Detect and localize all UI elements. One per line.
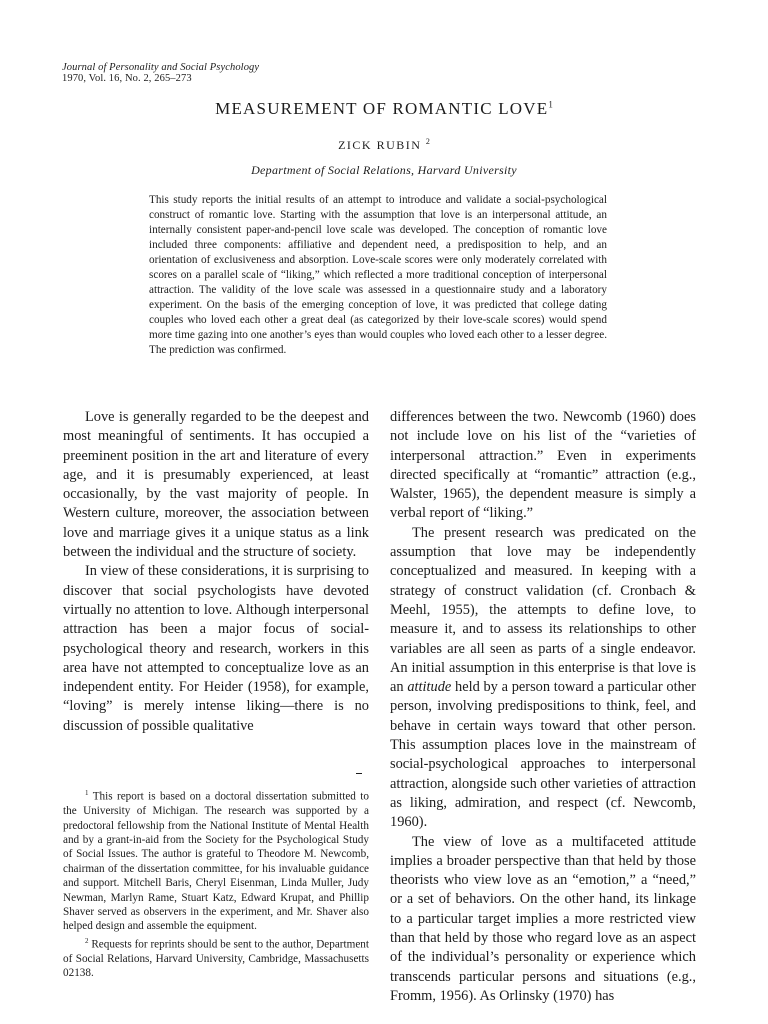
author-line [0, 137, 768, 153]
footnotes [63, 786, 369, 981]
body-text: held by a person toward a particular other person, involving predispositions to think, feel, and behave in certain ways toward that other person. This assumption places love in the mainstream of social-psychological approaches to interpersonal attraction, alongside such other varieties of attraction as liking, admiration, and respect (cf. Newcomb, 1960). [390, 679, 696, 831]
body-text: The present research was predicated on the assumption that love may be independently conceptualized and measured. In keeping with a strategy of construct validation (cf. Cronbach & Meehl, 1955), the attempts to define love, to measure it, and to assess its relationships to other variables are all seen as parts of a single endeavor. An initial assumption in this enterprise is that love is an [390, 524, 696, 696]
footnote-divider [356, 773, 362, 774]
body-paragraph: In view of these considerations, it is surprising to discover that social psychologists have devoted virtually no attention to love. Although interpersonal attraction has been a major focus of social-psychological theory and research, workers in this area have not attempted to conceptualize love as an independent entity. For Heider (1958), for example, “loving” is merely intense liking—there is no discussion of possible qualitative [63, 563, 369, 734]
journal-citation: 1970, Vol. 16, No. 2, 265–273 [62, 73, 192, 84]
body-paragraph: Love is generally regarded to be the deepest and most meaningful of sentiments. It has occupied a preeminent position in the art and literature of every age, and it is presumably experienced, at least occasionally, by the vast majority of people. In Western culture, moreover, the association between love and marriage gives it a unique status as a link between the individual and the structure of society. [63, 409, 369, 561]
author-affiliation: Department of Social Relations, Harvard University [251, 163, 517, 177]
right-column [390, 408, 696, 1006]
author-name: ZICK RUBIN [338, 138, 422, 152]
footnote-text: This report is based on a doctoral dissertation submitted to the University of Michigan. The research was supported by a predoctoral fellowship from the National Institute of Mental Health and by a grant-in-aid from the Society for the Psychological Study of Social Issues. The author is grateful to Theodore M. Newcomb, chairman of the dissertation committee, for his invaluable guidance and support. Mitchell Baris, Cheryl Eisenman, Linda Muller, Judy Newman, Marlyn Rame, Stuart Katz, Edward Krupat, and Phillip Shaver served as observers in the experiment, and Mr. Shaver also helped design and assemble the equipment. [63, 790, 369, 933]
body-paragraph-continued: differences between the two. Newcomb (1960) does not include love on his list of the “varieties of interpersonal attraction.” Even in experiments directed specifically at “romantic” attraction (e.g., Walster, 1965), the dependent measure is simply a verbal report of “liking.” [390, 409, 696, 522]
article-title-line [0, 99, 768, 119]
left-column [63, 408, 369, 736]
title-footnote-mark: 1 [548, 99, 553, 110]
emphasized-term: attitude [407, 679, 452, 696]
body-paragraph [390, 524, 696, 833]
footnote-text: Requests for reprints should be sent to the author, Department of Social Relations, Harvard University, Cambridge, Massachusetts 02138. [63, 938, 370, 980]
footnote [63, 934, 369, 981]
abstract: This study reports the initial results of an attempt to introduce and validate a social-psychological construct of romantic love. Starting with the assumption that love is an interpersonal attitude, an internally consistent paper-and-pencil love scale was developed. The conception of romantic love included three components: affiliative and dependent need, a predisposition to help, and an orientation of exclusiveness and absorption. Love-scale scores were only moderately correlated with scores on a parallel scale of “liking,” which reflected a more traditional conception of interpersonal attraction. The validity of the love scale was assessed in a questionnaire study and a laboratory experiment. On the basis of the emerging conception of love, it was predicted that college dating couples who loved each other a great deal (as categorized by their love-scale scores) would spend more time gazing into one another’s eyes than would couples who loved each other to a lesser degree. The prediction was confirmed. [149, 194, 607, 356]
article-title: MEASUREMENT OF ROMANTIC LOVE [215, 99, 549, 118]
footnote-mark: 1 [85, 789, 89, 797]
author-footnote-mark: 2 [425, 137, 430, 146]
journal-header [62, 62, 259, 84]
body-paragraph: The view of love as a multifaceted attitude implies a broader perspective than that held by those theorists who view love as an “emotion,” a “need,” or a set of behaviors. On the other hand, its linkage to a particular target implies a more restricted view than that held by those who regard love as an aspect of the individual’s personality or experience which transcends particular persons and situations (e.g., Fromm, 1956). As Orlinsky (1970) has [390, 833, 696, 1004]
footnote-mark: 2 [85, 936, 89, 945]
journal-name: Journal of Personality and Social Psychology [62, 62, 260, 73]
footnote [63, 786, 369, 934]
